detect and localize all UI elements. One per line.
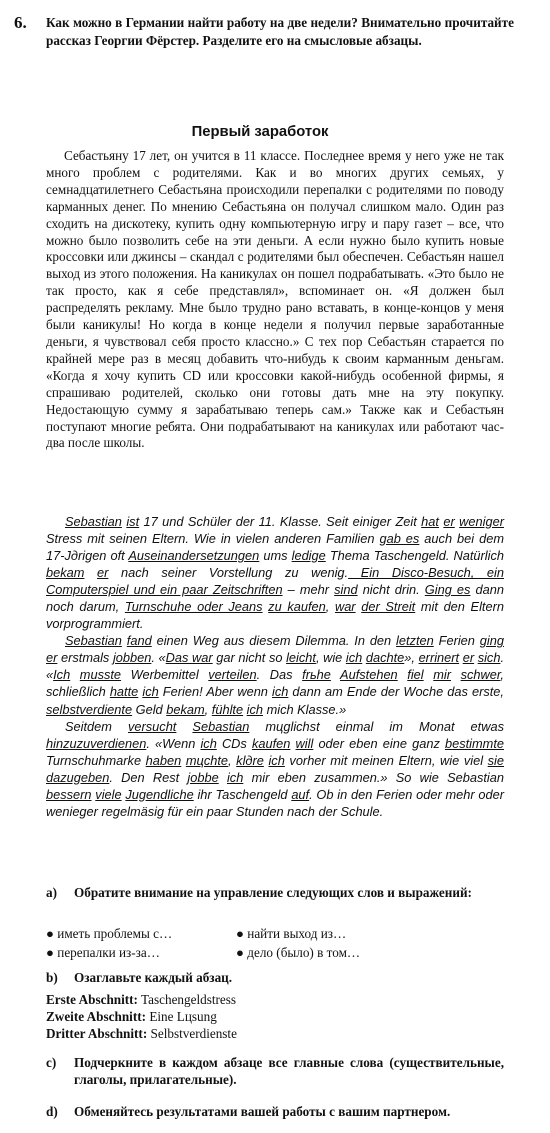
- underlined-key-word: Ein Disco-Besuch, ein Computerspiel und ein paar Zeitschriften: [46, 565, 504, 598]
- underlined-key-word: viele: [95, 786, 122, 802]
- underlined-key-word: klдre: [236, 752, 264, 768]
- underlined-key-word: hat: [421, 514, 439, 529]
- german-paragraph-3: Seitdem versucht Sebastian mцglichst einmal im Monat etwas hinzuzuverdienen. «Wenn ich CDs kaufen will oder eben eine ganz bestimmte Turnschuhmarke haben mцchte, klдre ich vorher mit meinen Eltern, wie viel sie dazugeben. Den Rest jobbe ich mir eben zusammen.» So wie Sebastian bessern viele Jugendliche ihr Taschengeld auf. Ob in den Ferien oder mehr oder wenieger regelmäsig für ein paar Stunden nach der Schule.: [46, 718, 505, 819]
- exercise-d: [46, 1103, 504, 1120]
- exercise-a-text: Обратите внимание на управление следующих слов и выражений:: [74, 885, 472, 900]
- underlined-key-word: bessern: [46, 786, 92, 802]
- underlined-key-word: ich: [200, 735, 217, 751]
- section-value: Taschengeldstress: [141, 992, 237, 1007]
- underlined-key-word: selbstverdiente: [46, 701, 133, 717]
- bullet-item: ● дело (было) в том…: [236, 945, 361, 960]
- underlined-key-word: sie: [487, 752, 504, 768]
- underlined-key-word: gab es: [379, 531, 420, 547]
- exercise-c-label: c): [46, 1055, 57, 1070]
- section-title-row: [46, 1008, 217, 1025]
- underlined-key-word: ich: [226, 769, 244, 785]
- task-number: 6.: [14, 13, 27, 32]
- russian-story-text: Себастьяну 17 лет, он учится в 11 классе. Последнее время у него уже не так много проблем с родителями. Как и во многих других семьях, у семнадцатилетнего Себастьяна происходили перепалки с родителями по поводу карманных денег. По мнению Себастьяна он получал слишком мало. Один раз сходить на дискотеку, купить одну компьютерную игру и пару газет – все, что можно было позволить себе на эти деньги. А если нужно было купить новые кроссовки или джинсы – скандал с родителями был обеспечен. Себастьян нашел выход из этого положения. На каникулах он пошел подрабатывать. «Это было не так просто, как я себе представлял», вспоминает он. «Я должен был распределять рекламу. Мне было трудно рано вставать, в конце-концов у меня были каникулы! Но когда в конце недели я получил первые заработанные деньги, я чувствовал себя просто классно.» С тех пор Себастьян старается по крайней мере раз в месяц добавить что-нибудь к своим карманным деньгам. «Когда я хочу купить CD или кроссовки какой-нибудь особенной фирмы, я спрашиваю родителей, сколько они готовы дать мне на эту покупку. Недостающую сумму я зарабатываю теперь сам.» Также как и Себастьян поступают многие ребята. Они подрабатывают на каникулах или работают час-два после школы.: [46, 148, 504, 451]
- underlined-key-word: weniger: [459, 514, 504, 529]
- underlined-key-word: er: [97, 565, 109, 581]
- underlined-key-word: Turnschuhe oder Jeans: [124, 599, 263, 615]
- underlined-key-word: schwer: [460, 667, 501, 683]
- underlined-key-word: verteilen: [208, 667, 257, 683]
- underlined-key-word: ledige: [291, 548, 326, 564]
- section-value: Selbstverdienste: [150, 1026, 237, 1041]
- underlined-key-word: fühlte: [211, 701, 244, 717]
- exercise-d-text: Обменяйтесь результатами вашей работы с вашим партнером.: [74, 1104, 451, 1119]
- section-name: Erste Abschnitt:: [46, 992, 138, 1007]
- exercise-b-text: Озаглавьте каждый абзац.: [74, 970, 233, 985]
- underlined-key-word: will: [295, 735, 314, 751]
- underlined-key-word: er: [462, 650, 475, 666]
- underlined-key-word: Ging es: [424, 582, 471, 598]
- underlined-key-word: er: [443, 514, 455, 529]
- underlined-key-word: kaufen: [251, 735, 291, 751]
- section-value: Eine Lцsung: [149, 1009, 217, 1024]
- underlined-key-word: fand: [126, 633, 152, 649]
- german-paragraph-1: Sebastian ist 17 und Schüler der 11. Klasse. Seit einiger Zeit hat er weniger Stress mit seinen Eltern. Wie in vielen anderen Familien gab es auch bei dem 17-Jдrigen oft Auseinandersetzungen ums ledige Thema Taschengeld. Natürlich bekam er nach seiner Vorstellung zu wenig. Ein Disco-Besuch, ein Computerspiel und ein paar Zeitschriften – mehr sind nicht drin. Ging es dann noch darum, Turnschuhe oder Jeans zu kaufen, war der Streit mit den Eltern vorprogrammiert.: [46, 514, 504, 632]
- section-name: Zweite Abschnitt:: [46, 1009, 147, 1024]
- exercise-b-label: b): [46, 970, 58, 985]
- underlined-key-word: sind: [334, 582, 358, 598]
- underlined-key-word: Sebastian: [65, 514, 122, 529]
- underlined-key-word: jobbe: [187, 769, 219, 785]
- exercise-d-label: d): [46, 1104, 58, 1119]
- underlined-key-word: ich: [345, 650, 363, 666]
- bullet-item: ● иметь проблемы с…: [46, 926, 173, 941]
- underlined-key-word: dazugeben: [46, 769, 110, 785]
- exercise-a-bullets: [46, 924, 504, 962]
- underlined-key-word: ich: [142, 684, 159, 700]
- section-name: Dritter Abschnitt:: [46, 1026, 148, 1041]
- story-title: Первый заработок: [191, 124, 329, 140]
- task-header: [14, 14, 514, 49]
- underlined-key-word: bekam: [166, 701, 205, 717]
- exercise-b: [46, 969, 504, 986]
- german-story-text: [46, 513, 504, 820]
- section-title-row: [46, 1025, 237, 1042]
- underlined-key-word: bekam: [46, 565, 85, 581]
- underlined-key-word: sich: [477, 650, 501, 666]
- underlined-key-word: zu kaufen: [268, 599, 326, 615]
- underlined-key-word: ist: [126, 514, 140, 529]
- underlined-key-word: hinzuzuverdienen: [46, 735, 147, 751]
- underlined-key-word: war: [334, 599, 356, 615]
- underlined-key-word: der Streit: [361, 599, 416, 615]
- underlined-key-word: fiel: [407, 667, 424, 683]
- underlined-key-word: er: [46, 650, 58, 666]
- exercise-a-label: a): [46, 885, 57, 900]
- underlined-key-word: mцchte: [185, 752, 229, 768]
- underlined-key-word: Ich: [53, 667, 71, 683]
- underlined-key-word: ich: [246, 701, 264, 717]
- section-title-row: [46, 991, 236, 1008]
- underlined-key-word: Das war: [165, 650, 213, 666]
- underlined-key-word: haben: [145, 752, 182, 768]
- underlined-key-word: Sebastian: [65, 633, 122, 649]
- exercise-c: [46, 1054, 504, 1088]
- bullet-item: ● перепалки из-за…: [46, 945, 160, 960]
- underlined-key-word: versucht: [128, 718, 177, 734]
- exercise-c-text: Подчеркните в каждом абзаце все главные слова (существительные, глаголы, прилагательные).: [74, 1055, 504, 1087]
- underlined-key-word: hatte: [109, 684, 139, 700]
- underlined-key-word: bestimmte: [444, 735, 504, 751]
- underlined-key-word: Auseinandersetzungen: [128, 548, 260, 564]
- underlined-key-word: Sebastian: [192, 718, 250, 734]
- underlined-key-word: ich: [272, 684, 289, 700]
- exercise-a: [46, 884, 504, 901]
- bullet-item: ● найти выход из…: [236, 926, 347, 941]
- task-instruction: Как можно в Германии найти работу на две недели? Внимательно прочитайте рассказ Георгии Фёрстер. Разделите его на смысловые абзацы.: [46, 15, 514, 48]
- underlined-key-word: auf: [291, 786, 310, 802]
- underlined-key-word: jobben: [112, 650, 152, 666]
- underlined-key-word: musste: [79, 667, 122, 683]
- german-paragraph-2: Sebastian fand einen Weg aus diesem Dilemma. In den letzten Ferien ging er erstmals jobben. «Das war gar nicht so leicht, wie ich dachte», errinert er sich. «Ich musste Werbemittel verteilen. Das frьhe Aufstehen fiel mir schwer, schließlich hatte ich Ferien! Aber wenn ich dann am Ende der Woche das erste, selbstverdiente Geld bekam, fühlte ich mich Klasse.»: [46, 633, 505, 717]
- underlined-key-word: leicht: [286, 650, 316, 666]
- underlined-key-word: Aufstehen: [340, 667, 398, 683]
- underlined-key-word: mir: [433, 667, 451, 683]
- underlined-key-word: errinert: [418, 650, 460, 666]
- underlined-key-word: ich: [268, 752, 285, 768]
- underlined-key-word: letzten: [396, 633, 434, 649]
- underlined-key-word: frьhe: [302, 667, 331, 683]
- underlined-key-word: ging: [479, 633, 504, 649]
- underlined-key-word: dachte: [365, 650, 405, 666]
- underlined-key-word: Jugendliche: [125, 786, 194, 802]
